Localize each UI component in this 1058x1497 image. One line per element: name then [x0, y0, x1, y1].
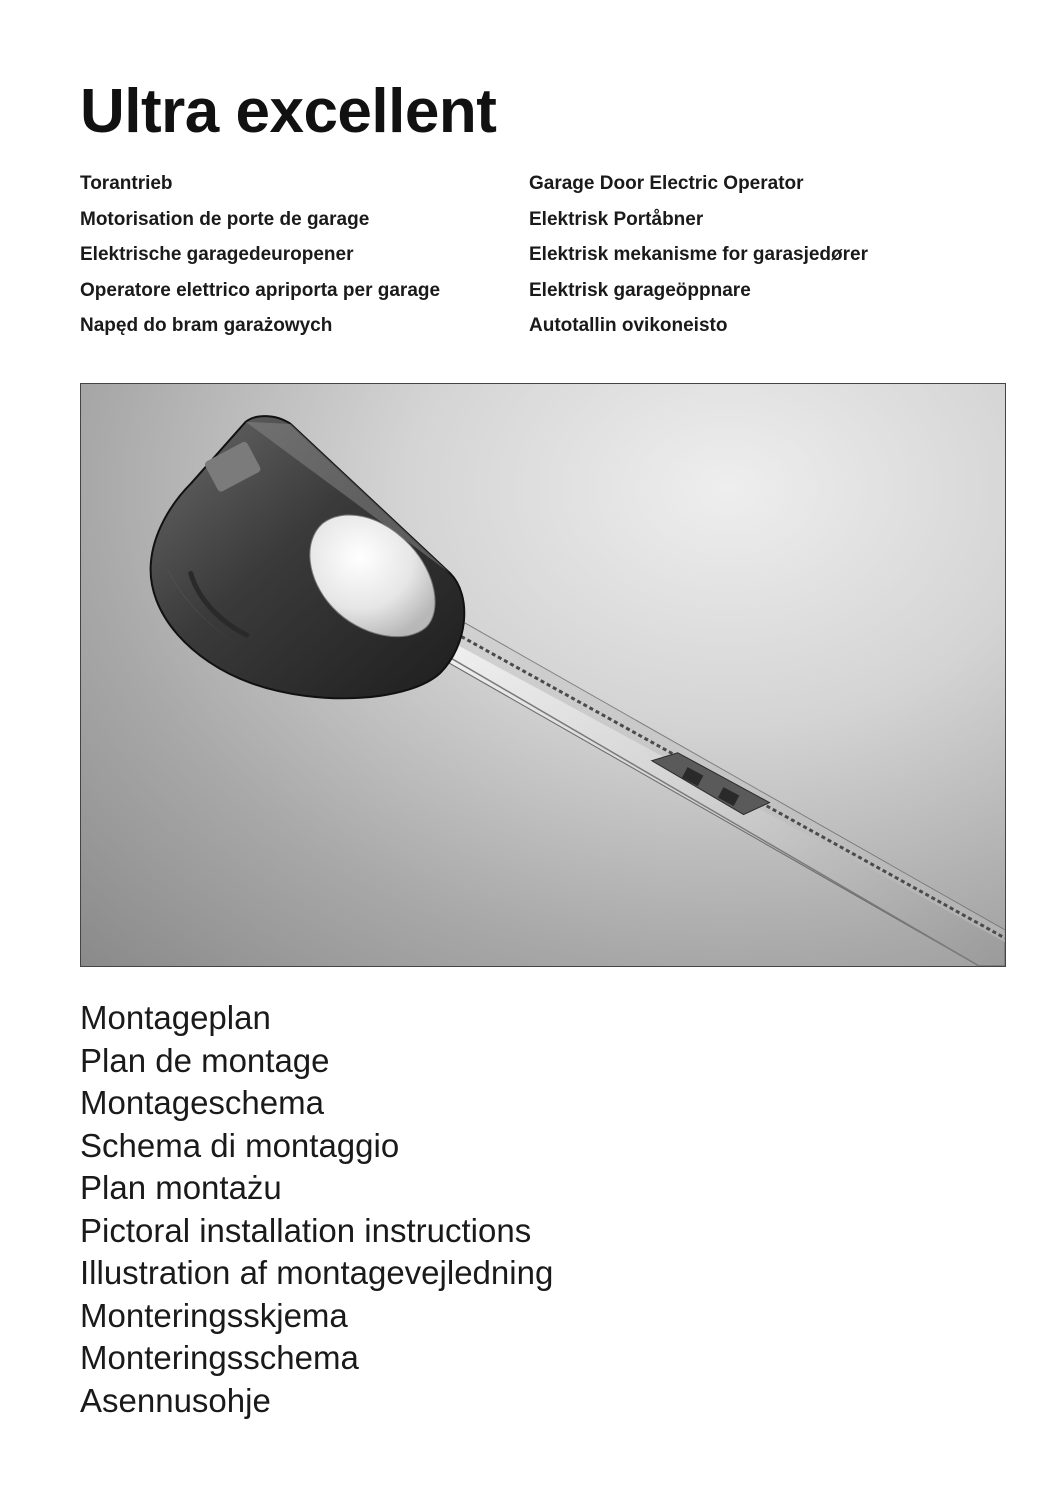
product-name: Elektrische garagedeuropener: [80, 244, 354, 265]
document-title-item: Montageschema: [80, 1084, 324, 1121]
document-title-item: Montageplan: [80, 999, 271, 1036]
product-names-left: [80, 166, 440, 344]
document-title-item: Monteringsschema: [80, 1339, 359, 1376]
document-title-item: Plan montażu: [80, 1169, 282, 1206]
document-title: Ultra excellent: [80, 77, 497, 146]
document-title-item: Schema di montaggio: [80, 1126, 400, 1164]
product-photo: [80, 383, 1006, 967]
product-name: Autotallin ovikoneisto: [529, 315, 728, 336]
product-name: Elektrisk Portåbner: [529, 208, 704, 230]
document-title-item: Plan de montage: [80, 1041, 330, 1079]
document-title-item: Monteringsskjema: [80, 1296, 348, 1334]
document-title-item: Pictoral installation instructions: [80, 1211, 532, 1249]
document-titles-list: [80, 997, 553, 1422]
product-name: Operatore elettrico apriporta per garage: [80, 279, 441, 301]
product-name: Elektrisk mekanisme for garasjedører: [529, 244, 869, 265]
product-names-right: [529, 166, 868, 344]
product-name: Motorisation de porte de garage: [80, 208, 370, 230]
document-title-item: Asennusohje: [80, 1381, 271, 1419]
garage-operator-illustration: [81, 384, 1005, 966]
product-name: Napęd do bram garażowych: [80, 315, 333, 336]
product-name: Torantrieb: [80, 173, 173, 194]
product-name: Garage Door Electric Operator: [529, 173, 804, 194]
motor-housing: [151, 416, 465, 698]
document-title-item: Illustration af montagevejledning: [80, 1254, 554, 1291]
product-name: Elektrisk garageöppnare: [529, 279, 751, 301]
